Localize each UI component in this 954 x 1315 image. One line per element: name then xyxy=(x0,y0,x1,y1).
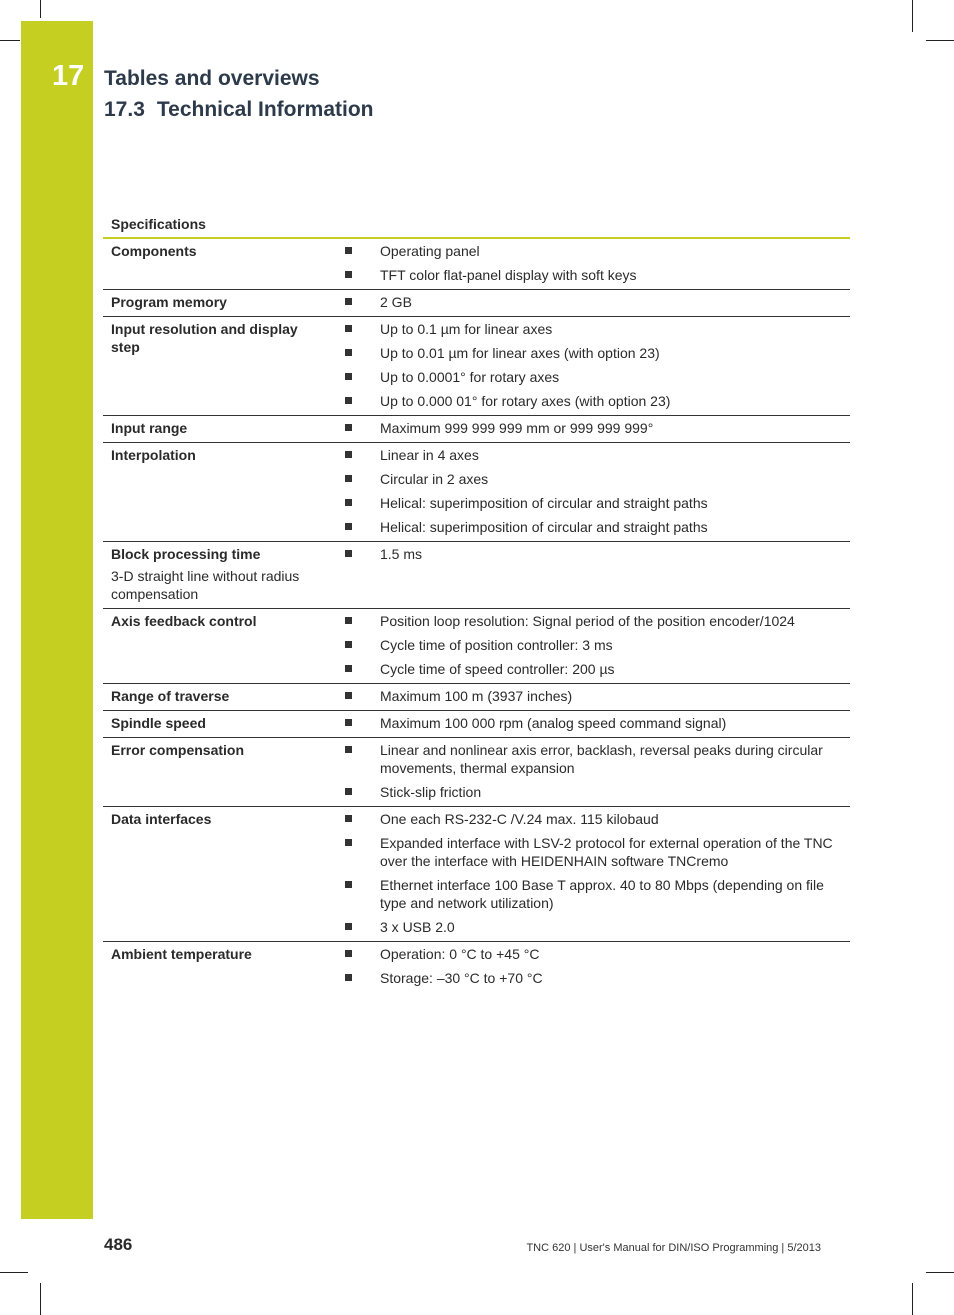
spec-value-list xyxy=(342,612,842,678)
list-item: Cycle time of position controller: 3 ms xyxy=(342,636,842,654)
spec-values-cell xyxy=(334,609,850,684)
list-item: Helical: superimposition of circular and straight paths xyxy=(342,494,842,512)
table-row xyxy=(103,443,850,542)
list-item: Up to 0.01 µm for linear axes (with option 23) xyxy=(342,344,842,362)
table-header-row xyxy=(103,212,850,238)
spec-sublabel: 3-D straight line without radius compensation xyxy=(111,568,300,602)
list-item: Cycle time of speed controller: 200 µs xyxy=(342,660,842,678)
spec-label: Input resolution and display step xyxy=(111,321,298,355)
list-item: Linear and nonlinear axis error, backlash, reversal peaks during circular movements, thermal expansion xyxy=(342,741,842,777)
crop-mark xyxy=(912,1283,913,1315)
table-row xyxy=(103,711,850,738)
crop-mark xyxy=(40,1283,41,1315)
spec-value-list xyxy=(342,810,842,936)
spec-label-cell xyxy=(103,317,334,416)
spec-label-cell xyxy=(103,942,334,993)
spec-label-cell xyxy=(103,290,334,317)
spec-values-cell xyxy=(334,738,850,807)
footer-text: TNC 620 | User's Manual for DIN/ISO Programming | 5/2013 xyxy=(526,1242,821,1254)
spec-label-cell xyxy=(103,684,334,711)
spec-values-cell xyxy=(334,238,850,290)
spec-value-list xyxy=(342,945,842,987)
spec-values-cell xyxy=(334,443,850,542)
crop-mark xyxy=(0,40,20,41)
crop-mark xyxy=(912,0,913,32)
spec-value-list xyxy=(342,293,842,311)
spec-value-list xyxy=(342,714,842,732)
table-row xyxy=(103,542,850,609)
section-number: 17.3 xyxy=(104,98,145,121)
spec-label-cell xyxy=(103,416,334,443)
table-row xyxy=(103,684,850,711)
specifications-table xyxy=(103,212,850,992)
list-item: Circular in 2 axes xyxy=(342,470,842,488)
spec-label-cell xyxy=(103,542,334,609)
spec-label-cell xyxy=(103,807,334,942)
spec-values-cell xyxy=(334,542,850,609)
spec-label: Input range xyxy=(111,420,188,436)
table-row xyxy=(103,290,850,317)
spec-value-list xyxy=(342,242,842,284)
list-item: Operation: 0 °C to +45 °C xyxy=(342,945,842,963)
table-row xyxy=(103,807,850,942)
list-item: 1.5 ms xyxy=(342,545,842,563)
list-item: 3 x USB 2.0 xyxy=(342,918,842,936)
spec-label-cell xyxy=(103,711,334,738)
table-row xyxy=(103,942,850,993)
spec-values-cell xyxy=(334,807,850,942)
spec-label: Axis feedback control xyxy=(111,613,257,629)
spec-label: Components xyxy=(111,243,197,259)
spec-value-list xyxy=(342,545,842,563)
crop-mark xyxy=(40,0,41,18)
spec-values-cell xyxy=(334,942,850,993)
spec-label-cell xyxy=(103,238,334,290)
table-heading: Specifications xyxy=(103,212,850,238)
table-row xyxy=(103,238,850,290)
chapter-number: 17 xyxy=(52,60,85,92)
table-body xyxy=(103,238,850,992)
crop-mark xyxy=(0,1272,28,1273)
list-item: Operating panel xyxy=(342,242,842,260)
list-item: Position loop resolution: Signal period of the position encoder/1024 xyxy=(342,612,842,630)
spec-label: Ambient temperature xyxy=(111,946,252,962)
section-title xyxy=(104,98,374,122)
page-number: 486 xyxy=(104,1235,133,1254)
list-item: Maximum 100 m (3937 inches) xyxy=(342,687,842,705)
spec-value-list xyxy=(342,687,842,705)
spec-values-cell xyxy=(334,416,850,443)
list-item: Ethernet interface 100 Base T approx. 40 to 80 Mbps (depending on file type and network utilization) xyxy=(342,876,842,912)
table-row xyxy=(103,738,850,807)
list-item: Up to 0.000 01° for rotary axes (with option 23) xyxy=(342,392,842,410)
list-item: Maximum 100 000 rpm (analog speed command signal) xyxy=(342,714,842,732)
list-item: One each RS-232-C /V.24 max. 115 kilobaud xyxy=(342,810,842,828)
list-item: 2 GB xyxy=(342,293,842,311)
spec-label-cell xyxy=(103,738,334,807)
spec-label: Program memory xyxy=(111,294,227,310)
list-item: Storage: –30 °C to +70 °C xyxy=(342,969,842,987)
list-item: Linear in 4 axes xyxy=(342,446,842,464)
list-item: Up to 0.1 µm for linear axes xyxy=(342,320,842,338)
list-item: Maximum 999 999 999 mm or 999 999 999° xyxy=(342,419,842,437)
spec-label-cell xyxy=(103,443,334,542)
spec-value-list xyxy=(342,419,842,437)
chapter-title: Tables and overviews xyxy=(104,67,320,90)
list-item: Helical: superimposition of circular and straight paths xyxy=(342,518,842,536)
list-item: Up to 0.0001° for rotary axes xyxy=(342,368,842,386)
spec-values-cell xyxy=(334,684,850,711)
list-item: Stick-slip friction xyxy=(342,783,842,801)
spec-label: Interpolation xyxy=(111,447,196,463)
spec-label: Spindle speed xyxy=(111,715,206,731)
spec-value-list xyxy=(342,320,842,410)
spec-label: Error compensation xyxy=(111,742,245,758)
list-item: TFT color flat-panel display with soft keys xyxy=(342,266,842,284)
section-title-text: Technical Information xyxy=(156,98,374,121)
spec-values-cell xyxy=(334,317,850,416)
spec-label: Block processing time xyxy=(111,546,261,562)
spec-label: Data interfaces xyxy=(111,811,212,827)
spec-value-list xyxy=(342,741,842,801)
table-row xyxy=(103,416,850,443)
table-row xyxy=(103,317,850,416)
spec-label-cell xyxy=(103,609,334,684)
spec-values-cell xyxy=(334,711,850,738)
table-row xyxy=(103,609,850,684)
spec-value-list xyxy=(342,446,842,536)
spec-values-cell xyxy=(334,290,850,317)
crop-mark xyxy=(926,40,954,41)
chapter-sidebar xyxy=(21,21,93,1219)
list-item: Expanded interface with LSV-2 protocol for external operation of the TNC over the interface with HEIDENHAIN software TNCremo xyxy=(342,834,842,870)
crop-mark xyxy=(926,1272,954,1273)
spec-label: Range of traverse xyxy=(111,688,230,704)
